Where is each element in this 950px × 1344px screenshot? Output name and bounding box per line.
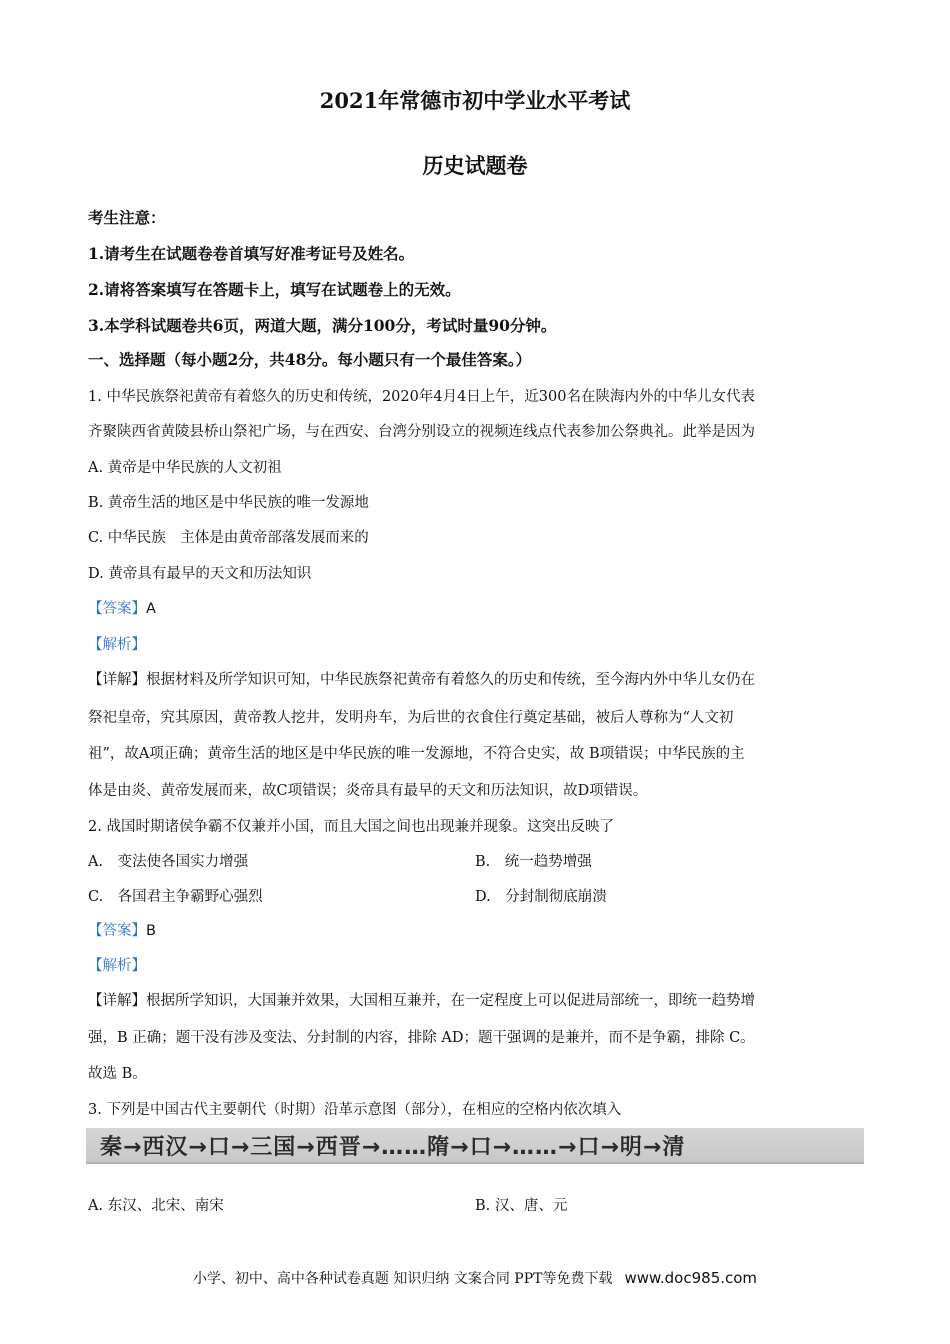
question-2-option-a: A. 变法使各国实力增强 [88,854,249,870]
question-2-analysis-tag: 【解析】 [88,958,146,974]
notice-item: 2.请将答案填写在答题卡上，填写在试题卷上的无效。 [88,280,461,299]
question-1-option-d: D. 黄帝具有最早的天文和历法知识 [88,566,312,582]
answer-value: A [146,601,156,617]
question-3-option-a: A. 东汉、北宋、南宋 [88,1198,224,1214]
dynasty-timeline-image [86,1128,864,1164]
notice-heading: 考生注意： [88,208,166,227]
question-1-analysis-tag: 【解析】 [88,637,146,653]
footer-url[interactable]: www.doc985.com [624,1269,758,1287]
question-1-option-c: C. 中华民族 主体是由黄帝部落发展而来的 [88,530,369,546]
exam-title: 2021年常德市初中学业水平考试 [319,88,631,113]
dynasty-timeline-text: 秦→西汉→口→三国→西晋→……隋→口→……→口→明→清 [100,1135,686,1160]
question-2-answer [88,919,868,940]
exam-subtitle: 历史试题卷 [422,153,528,178]
question-1-detail: 【详解】根据材料及所学知识可知，中华民族祭祀黄帝有着悠久的历史和传统，至今海内外中华儿女仍在 [88,672,755,688]
notice-item: 3.本学科试题卷共6页，两道大题，满分100分，考试时量90分钟。 [88,316,557,335]
answer-tag: 【答案】 [88,601,146,617]
question-1-answer [88,597,868,618]
question-3-stem: 3. 下列是中国古代主要朝代（时期）沿革示意图（部分），在相应的空格内依次填入 [88,1102,622,1118]
question-1-detail: 祖”，故A项正确；黄帝生活的地区是中华民族的唯一发源地，不符合史实，故 B项错误；中华民族的主 [88,746,745,762]
page-footer [0,1268,950,1288]
section-heading: 一、选择题（每小题2分，共48分。每小题只有一个最佳答案。） [88,350,532,369]
question-2-option-d: D. 分封制彻底崩溃 [475,889,607,905]
question-2-detail: 强，B 正确；题干没有涉及变法、分封制的内容，排除 AD；题干强调的是兼并，而不是争霸，排除 C。 [88,1030,755,1046]
question-2-option-c: C. 各国君主争霸野心强烈 [88,889,263,905]
notice-item: 1.请考生在试题卷卷首填写好准考证号及姓名。 [88,244,415,263]
question-1-detail: 体是由炎、黄帝发展而来，故C项错误；炎帝具有最早的天文和历法知识，故D项错误。 [88,783,648,799]
question-2-detail: 故选 B。 [88,1066,147,1082]
question-2-detail: 【详解】根据所学知识，大国兼并效果，大国相互兼并，在一定程度上可以促进局部统一，即统一趋势增 [88,993,755,1009]
question-2-stem: 2. 战国时期诸侯争霸不仅兼并小国，而且大国之间也出现兼并现象。这突出反映了 [88,819,614,835]
answer-value: B [146,923,156,939]
question-1-option-a: A. 黄帝是中华民族的人文初祖 [88,460,282,476]
footer-text: 小学、初中、高中各种试卷真题 知识归纳 文案合同 PPT等免费下载 [192,1271,613,1287]
question-3-option-b: B. 汉、唐、元 [475,1198,568,1214]
question-2-option-b: B. 统一趋势增强 [475,854,592,870]
question-1-detail: 祭祀皇帝，究其原因，黄帝教人挖井，发明舟车，为后世的衣食住行奠定基础，被后人尊称为“人文初 [88,710,734,726]
question-1-stem: 齐聚陕西省黄陵县桥山祭祀广场，与在西安、台湾分别设立的视频连线点代表参加公祭典礼。此举是因为 [88,424,755,440]
question-1-option-b: B. 黄帝生活的地区是中华民族的唯一发源地 [88,495,369,511]
question-1-stem: 1. 中华民族祭祀黄帝有着悠久的历史和传统，2020年4月4日上午，近300名在陕海内外的中华儿女代表 [88,389,755,405]
answer-tag: 【答案】 [88,923,146,939]
